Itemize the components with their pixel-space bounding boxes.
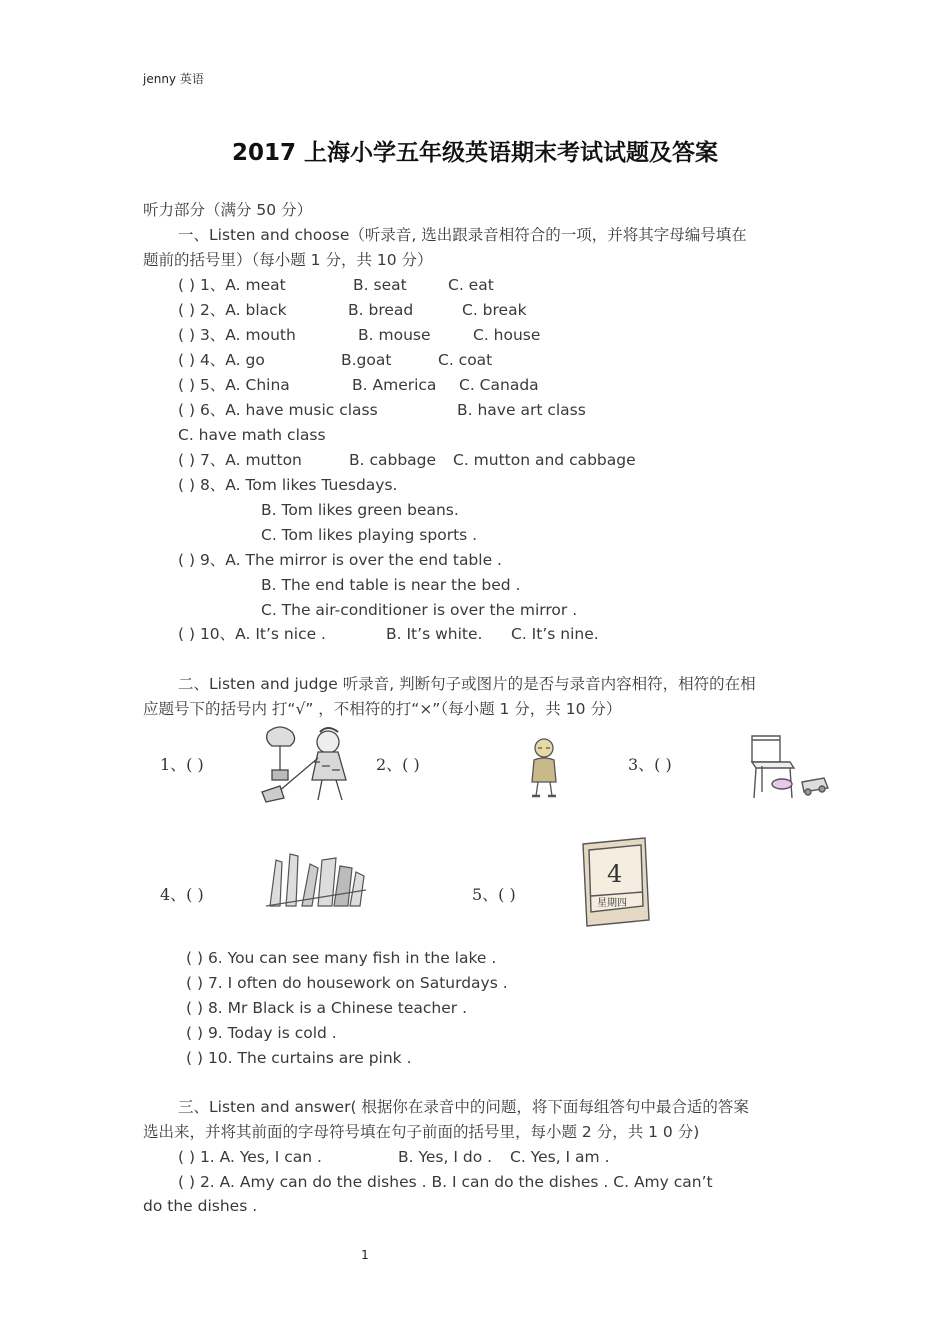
q3-option-a: ( ) 3、A. mouth: [178, 326, 296, 344]
section3-instruction-line1: 三、Listen and answer( 根据你在录音中的问题，将下面每组答句中最合适的答案: [178, 1098, 749, 1116]
q7-option-a: ( ) 7、A. mutton: [178, 451, 302, 469]
q7-option-c: C. mutton and cabbage: [453, 451, 636, 469]
q3-option-c: C. house: [473, 326, 541, 344]
section1-instruction-line2: 题前的括号里）（每小题 1 分，共 10 分）: [143, 251, 433, 269]
statement-7: ( ) 7. I often do housework on Saturdays .: [186, 974, 508, 992]
girl-sweeping-illustration: [258, 722, 368, 804]
section2-instruction-line1: 二、Listen and judge 听录音, 判断句子或图片的是否与录音内容相符，相符的在相: [178, 675, 756, 693]
s3-q1-option-a: ( ) 1. A. Yes, I can .: [178, 1148, 322, 1166]
q6-option-a: ( ) 6、A. have music class: [178, 401, 378, 419]
q10-option-b: B. It’s white.: [386, 625, 483, 643]
q5-option-c: C. Canada: [459, 376, 539, 394]
q2-option-c: C. break: [462, 301, 527, 319]
picture-label-4: 4、( ): [160, 885, 204, 904]
statement-6: ( ) 6. You can see many fish in the lake .: [186, 949, 497, 967]
picture-label-1: 1、( ): [160, 755, 204, 774]
s3-q1-option-b: B. Yes, I do .: [398, 1148, 493, 1166]
chair-and-toy-car-illustration: [746, 732, 832, 804]
city-buildings-illustration: [266, 850, 366, 908]
q9-option-a: ( ) 9、A. The mirror is over the end table .: [178, 551, 502, 569]
section3-instruction-line2: 选出来，并将其前面的字母符号填在句子前面的括号里，每小题 2 分，共 1 0 分): [143, 1123, 700, 1141]
q1-option-a: ( ) 1、A. meat: [178, 276, 286, 294]
q8-option-b: B. Tom likes green beans.: [261, 501, 459, 519]
q9-option-c: C. The air-conditioner is over the mirror .: [261, 601, 578, 619]
calendar-caption: 星期四: [597, 898, 627, 909]
q4-option-b: B.goat: [341, 351, 392, 369]
q5-option-b: B. America: [352, 376, 437, 394]
picture-label-2: 2、( ): [376, 755, 420, 774]
q10-option-a: ( ) 10、A. It’s nice .: [178, 625, 326, 643]
calendar-illustration: [573, 836, 653, 928]
listening-header: 听力部分（满分 50 分）: [143, 201, 313, 219]
q1-option-c: C. eat: [448, 276, 494, 294]
q6-option-b: B. have art class: [457, 401, 586, 419]
q5-option-a: ( ) 5、A. China: [178, 376, 290, 394]
page-number: 1: [361, 1248, 369, 1262]
q8-option-a: ( ) 8、A. Tom likes Tuesdays.: [178, 476, 398, 494]
q9-option-b: B. The end table is near the bed .: [261, 576, 521, 594]
picture-label-5: 5、( ): [472, 885, 516, 904]
q2-option-a: ( ) 2、A. black: [178, 301, 287, 319]
q10-option-c: C. It’s nine.: [511, 625, 599, 643]
calendar-day: 4: [607, 860, 623, 888]
page-header: jenny 英语: [143, 72, 204, 86]
s3-q1-option-c: C. Yes, I am .: [510, 1148, 610, 1166]
picture-label-3: 3、( ): [628, 755, 672, 774]
statement-8: ( ) 8. Mr Black is a Chinese teacher .: [186, 999, 468, 1017]
q3-option-b: B. mouse: [358, 326, 431, 344]
q1-option-b: B. seat: [353, 276, 407, 294]
section1-instruction-line1: 一、Listen and choose（听录音, 选出跟录音相符合的一项，并将其字母编号填在: [178, 226, 747, 244]
q8-option-c: C. Tom likes playing sports .: [261, 526, 478, 544]
old-man-illustration: [524, 736, 564, 800]
s3-q2-line1: ( ) 2. A. Amy can do the dishes . B. I can do the dishes . C. Amy can’t: [178, 1173, 713, 1191]
s3-q2-line2: do the dishes .: [143, 1197, 258, 1215]
section2-instruction-line2: 应题号下的括号内 打“√” ，不相符的打“×”（每小题 1 分，共 10 分）: [143, 700, 622, 718]
q7-option-b: B. cabbage: [349, 451, 437, 469]
q2-option-b: B. bread: [348, 301, 414, 319]
statement-9: ( ) 9. Today is cold .: [186, 1024, 337, 1042]
q4-option-c: C. coat: [438, 351, 493, 369]
page-title: 2017 上海小学五年级英语期末考试试题及答案: [231, 140, 719, 166]
q6-option-c: C. have math class: [178, 426, 326, 444]
statement-10: ( ) 10. The curtains are pink .: [186, 1049, 412, 1067]
q4-option-a: ( ) 4、A. go: [178, 351, 265, 369]
